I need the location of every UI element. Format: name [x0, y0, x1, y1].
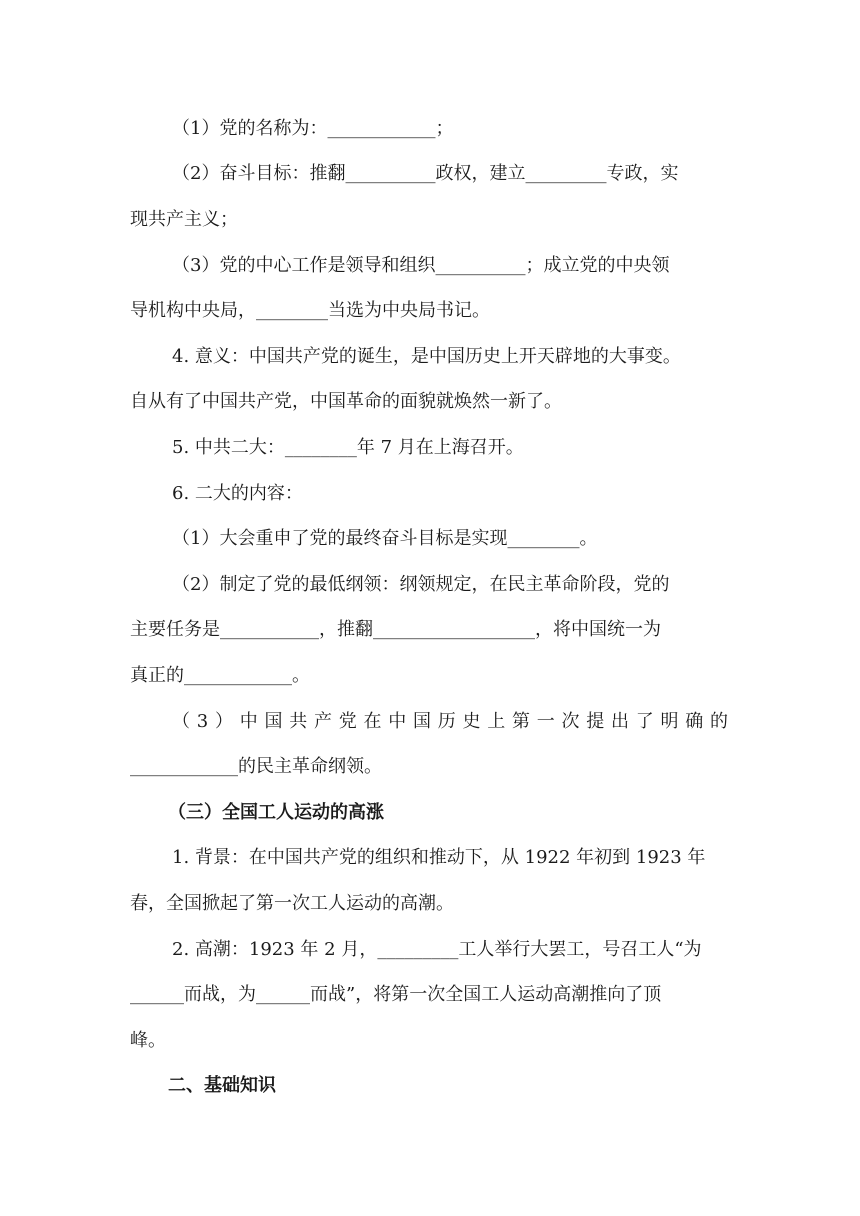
party-name-item: （1）党的名称为：____________； [172, 118, 454, 139]
climax-item: 2. 高潮：1923 年 2 月，_________工人举行大罢工，号召工人“为 [172, 939, 702, 960]
climax-item-cont: ______而战，为______而战”，将第一次全国工人运动高潮推向了顶 [130, 984, 662, 1005]
significance-item: 4. 意义：中国共产党的诞生，是中国历史上开天辟地的大事变。 [172, 346, 681, 367]
goal-item-cont: 现共产主义； [130, 209, 238, 230]
background-item-cont: 春，全国掀起了第一次工人运动的高潮。 [130, 893, 454, 914]
goal-item: （2）奋斗目标：推翻__________政权，建立_________专政，实 [172, 163, 679, 184]
climax-item-cont2: 峰。 [130, 1030, 166, 1051]
content-item-3-cont: ____________的民主革命纲领。 [130, 756, 382, 777]
background-item: 1. 背景：在中国共产党的组织和推动下，从 1922 年初到 1923 年 [172, 847, 706, 868]
section-heading-labor-movement: （三）全国工人运动的高涨 [168, 802, 384, 823]
section-heading-basic-knowledge: 二、基础知识 [168, 1075, 276, 1096]
content-item-1: （1）大会重申了党的最终奋斗目标是实现________。 [172, 528, 598, 549]
congress-content-heading: 6. 二大的内容： [172, 483, 303, 504]
central-work-item: （3）党的中心工作是领导和组织__________；成立党的中央领 [172, 255, 670, 276]
content-item-2-cont: 主要任务是___________，推翻__________________，将中国统一为 [130, 619, 661, 640]
content-item-2-cont2: 真正的____________。 [130, 665, 310, 686]
central-work-item-cont: 导机构中央局，________当选为中央局书记。 [130, 300, 490, 321]
content-item-3: （3）中国共产党在中国历史上第一次提出了明确的 [172, 711, 728, 732]
significance-item-cont: 自从有了中国共产党，中国革命的面貌就焕然一新了。 [130, 391, 562, 412]
content-item-2: （2）制定了党的最低纲领：纲领规定，在民主革命阶段，党的 [172, 574, 670, 595]
second-congress-item: 5. 中共二大：________年 7 月在上海召开。 [172, 437, 524, 458]
